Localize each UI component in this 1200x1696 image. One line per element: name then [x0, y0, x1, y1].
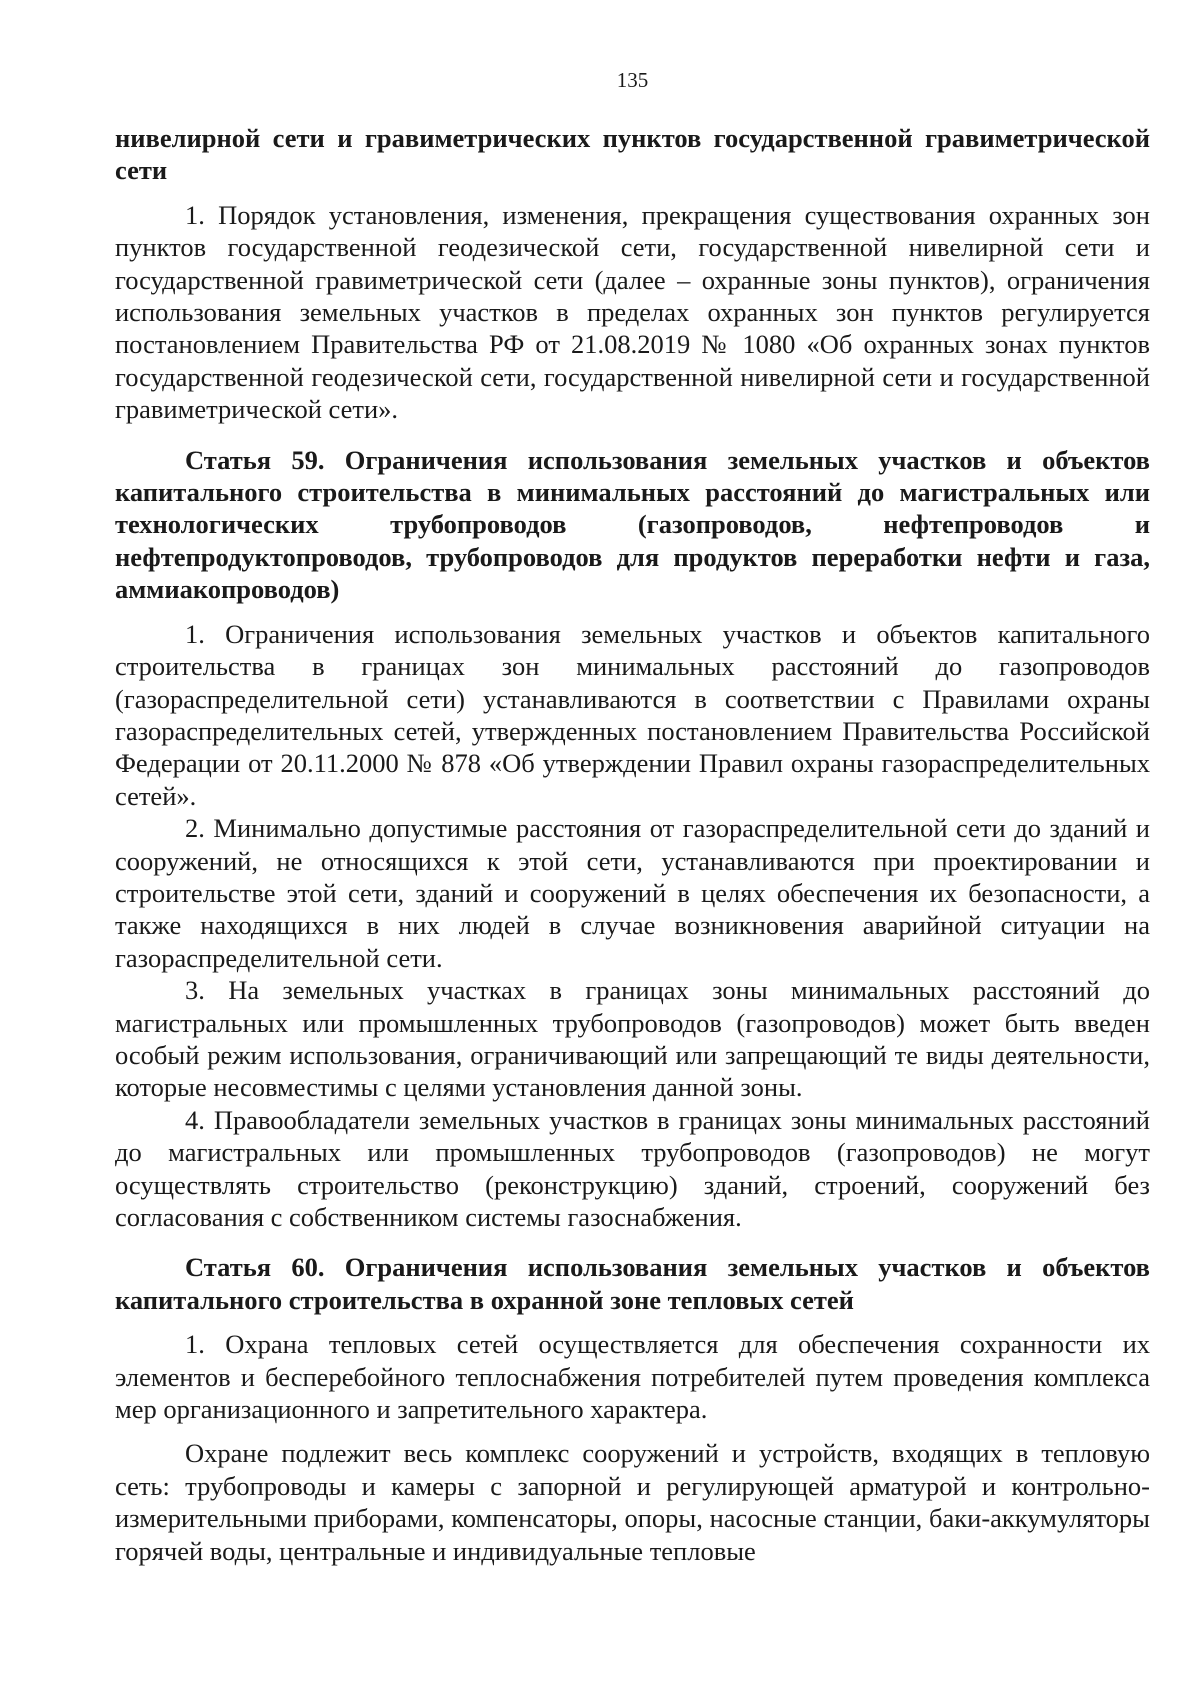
page-number: 135	[616, 68, 649, 92]
spacer	[115, 426, 1150, 444]
paragraph: Охране подлежит весь комплекс сооружений и устройств, входящих в тепловую сеть: трубопроводы и камеры с запорной и регулирующей арматурой и контрольно-измерительными приборами, компенсаторы, опоры, насосные станции, баки-аккумуляторы горячей воды, центральные и индивидуальные тепловые	[115, 1438, 1150, 1566]
spacer	[115, 187, 1150, 199]
paragraph: 3. На земельных участках в границах зоны минимальных расстояний до магистральных или промышленных трубопроводов (газопроводов) может быть введен особый режим использования, ограничивающий или запрещающий те виды деятельности, которые несовместимы с целями установления данной зоны.	[115, 975, 1150, 1103]
article-heading-59: Статья 59. Ограничения использования земельных участков и объектов капитального строительства в минимальных расстояний до магистральных или технологических трубопроводов (газопроводов, нефтепроводов и нефтепродуктопроводов, трубопроводов для продуктов переработки нефти и газа, аммиакопроводов)	[115, 444, 1150, 605]
paragraph: 1. Ограничения использования земельных участков и объектов капитального строительства в границах зон минимальных расстояний до газопроводов (газораспределительной сети) устанавливаются в соответствии с Правилами охраны газораспределительных сетей, утвержденных постановлением Правительства Российской Федерации от 20.11.2000 № 878 «Об утверждении Правил охраны газораспределительных сетей».	[115, 618, 1150, 811]
section-heading-continuation: нивелирной сети и гравиметрических пунктов государственной гравиметрической сети	[115, 123, 1150, 186]
spacer	[115, 606, 1150, 618]
spacer	[115, 1316, 1150, 1328]
spacer	[115, 1425, 1150, 1437]
document-page	[115, 66, 1150, 1567]
article-heading-60: Статья 60. Ограничения использования земельных участков и объектов капитального строительства в охранной зоне тепловых сетей	[115, 1252, 1150, 1315]
paragraph: 2. Минимально допустимые расстояния от газораспределительной сети до зданий и сооружений, не относящихся к этой сети, устанавливаются при проектировании и строительстве этой сети, зданий и сооружений в целях обеспечения их безопасности, а также находящихся в них людей в случае возникновения аварийной ситуации на газораспределительной сети.	[115, 813, 1150, 973]
paragraph: 1. Порядок установления, изменения, прекращения существования охранных зон пунктов государственной геодезической сети, государственной нивелирной сети и государственной гравиметрической сети (далее – охранные зоны пунктов), ограничения использования земельных участков в пределах охранных зон пунктов регулируется постановлением Правительства РФ от 21.08.2019 № 1080 «Об охранных зонах пунктов государственной геодезической сети, государственной нивелирной сети и государственной гравиметрической сети».	[115, 199, 1150, 425]
paragraph: 1. Охрана тепловых сетей осуществляется для обеспечения сохранности их элементов и бесперебойного теплоснабжения потребителей путем проведения комплекса мер организационного и запретительного характера.	[115, 1329, 1150, 1425]
spacer	[115, 1233, 1150, 1251]
paragraph: 4. Правообладатели земельных участков в границах зоны минимальных расстояний до магистральных или промышленных трубопроводов (газопроводов) не могут осуществлять строительство (реконструкцию) зданий, строений, сооружений без согласования с собственником системы газоснабжения.	[115, 1104, 1150, 1232]
